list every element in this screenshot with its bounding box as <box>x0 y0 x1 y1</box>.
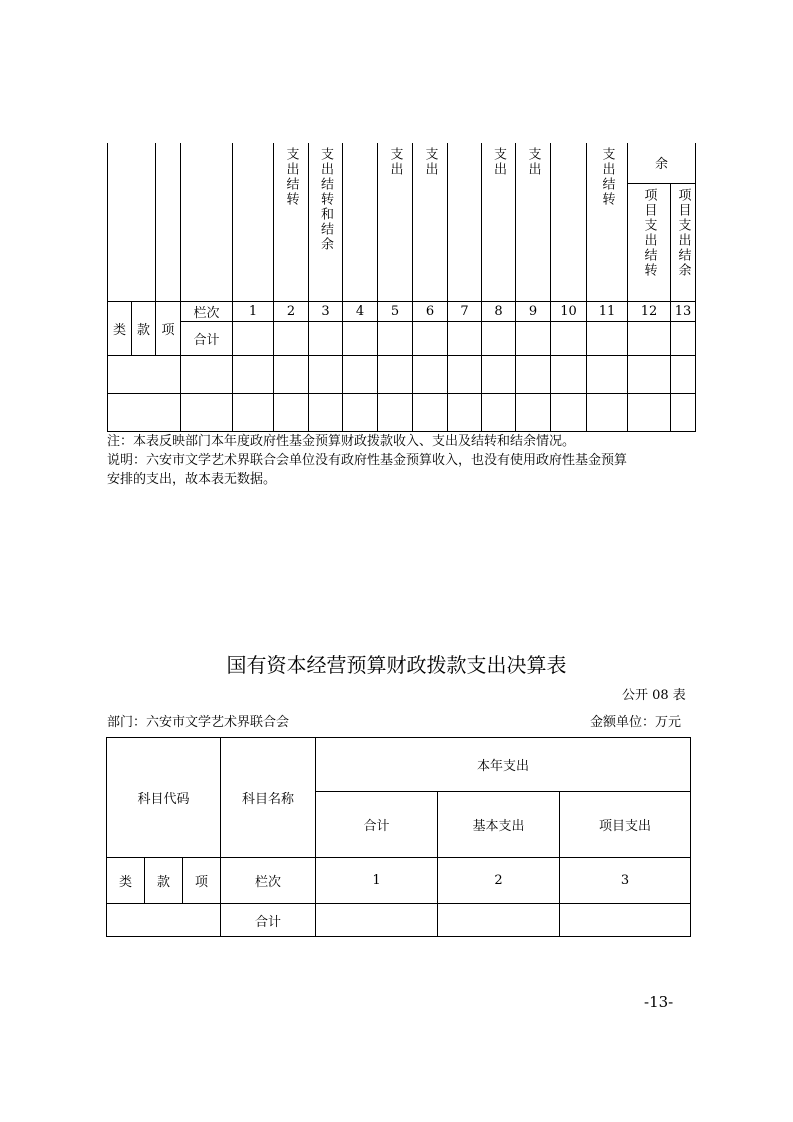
form-number: 公开 08 表 <box>622 688 686 703</box>
cell <box>108 393 181 431</box>
cell <box>587 355 628 393</box>
cell <box>516 321 551 355</box>
state-capital-expenditure-table <box>106 737 691 937</box>
cell <box>309 321 343 355</box>
cell <box>181 355 233 393</box>
cell <box>671 393 696 431</box>
col-num: 3 <box>309 301 343 321</box>
cell <box>181 393 233 431</box>
col-num: 5 <box>378 301 413 321</box>
header-blank-2 <box>156 143 181 301</box>
cell <box>482 393 516 431</box>
lanci-label: 栏次 <box>221 858 316 904</box>
cell <box>413 321 448 355</box>
col-num: 12 <box>628 301 671 321</box>
cell <box>274 321 309 355</box>
col-num: 3 <box>560 858 691 904</box>
header-blank-1 <box>108 143 156 301</box>
cell <box>516 393 551 431</box>
header-col-10 <box>551 143 587 301</box>
code-kuan: 款 <box>132 301 156 355</box>
cell <box>378 355 413 393</box>
header-col-2: 支出结转 <box>274 143 309 301</box>
header-col-9: 支出 <box>516 143 551 301</box>
header-col-5: 支出 <box>378 143 413 301</box>
cell <box>378 321 413 355</box>
header-col-3: 支出结转和结余 <box>309 143 343 301</box>
code-xiang: 项 <box>156 301 181 355</box>
cell <box>413 393 448 431</box>
note-line: 说明：六安市文学艺术界联合会单位没有政府性基金预算收入，也没有使用政府性基金预算 <box>107 453 628 468</box>
table-notes <box>107 432 707 489</box>
cell <box>671 321 696 355</box>
cell <box>551 355 587 393</box>
cell <box>274 355 309 393</box>
cell <box>516 355 551 393</box>
unit-label: 金额单位：万元 <box>590 715 682 730</box>
year-expenditure-header: 本年支出 <box>316 738 691 792</box>
lanci-label: 栏次 <box>181 301 233 321</box>
code-lei: 类 <box>107 858 145 904</box>
total-label: 合计 <box>181 321 233 355</box>
cell <box>551 393 587 431</box>
header-col-7 <box>448 143 482 301</box>
cell <box>233 321 274 355</box>
cell <box>343 321 378 355</box>
cell <box>482 321 516 355</box>
fund-budget-table <box>107 143 696 432</box>
col-num: 4 <box>343 301 378 321</box>
page-number: -13- <box>644 993 674 1011</box>
department-label: 部门：六安市文学艺术界联合会 <box>107 715 290 730</box>
cell <box>482 355 516 393</box>
col-num: 10 <box>551 301 587 321</box>
header-col-4 <box>343 143 378 301</box>
page-title: 国有资本经营预算财政拨款支出决算表 <box>226 653 567 677</box>
cell <box>587 321 628 355</box>
code-kuan: 款 <box>145 858 183 904</box>
col-num: 7 <box>448 301 482 321</box>
cell <box>671 355 696 393</box>
note-line: 安排的支出，故本表无数据。 <box>107 472 277 487</box>
header-col-6: 支出 <box>413 143 448 301</box>
col-num: 9 <box>516 301 551 321</box>
sub-header-basic: 基本支出 <box>438 792 560 858</box>
cell <box>343 393 378 431</box>
col-num: 6 <box>413 301 448 321</box>
cell <box>560 904 691 937</box>
name-header: 科目名称 <box>221 738 316 858</box>
col-num: 13 <box>671 301 696 321</box>
cell <box>448 393 482 431</box>
cell <box>378 393 413 431</box>
col-num: 2 <box>274 301 309 321</box>
header-blank-4 <box>233 143 274 301</box>
cell <box>316 904 438 937</box>
code-header: 科目代码 <box>107 738 221 858</box>
cell <box>309 355 343 393</box>
header-col-8: 支出 <box>482 143 516 301</box>
header-blank-3 <box>181 143 233 301</box>
header-col-12: 项目支出结转 <box>628 183 671 301</box>
cell <box>587 393 628 431</box>
cell <box>107 904 221 937</box>
note-line: 注：本表反映部门本年度政府性基金预算财政拨款收入、支出及结转和结余情况。 <box>107 434 576 449</box>
col-num: 11 <box>587 301 628 321</box>
header-yu: 余 <box>628 143 696 183</box>
cell <box>343 355 378 393</box>
cell <box>309 393 343 431</box>
cell <box>413 355 448 393</box>
cell <box>233 393 274 431</box>
header-col-11: 支出结转 <box>587 143 628 301</box>
col-num: 2 <box>438 858 560 904</box>
header-col-13: 项目支出结余 <box>671 183 696 301</box>
total-label: 合计 <box>221 904 316 937</box>
col-num: 1 <box>233 301 274 321</box>
cell <box>108 355 181 393</box>
cell <box>233 355 274 393</box>
cell <box>628 321 671 355</box>
col-num: 8 <box>482 301 516 321</box>
cell <box>274 393 309 431</box>
sub-header-total: 合计 <box>316 792 438 858</box>
code-lei: 类 <box>108 301 132 355</box>
cell <box>628 355 671 393</box>
cell <box>551 321 587 355</box>
cell <box>628 393 671 431</box>
cell <box>448 355 482 393</box>
code-xiang: 项 <box>183 858 221 904</box>
cell <box>438 904 560 937</box>
cell <box>448 321 482 355</box>
sub-header-project: 项目支出 <box>560 792 691 858</box>
col-num: 1 <box>316 858 438 904</box>
